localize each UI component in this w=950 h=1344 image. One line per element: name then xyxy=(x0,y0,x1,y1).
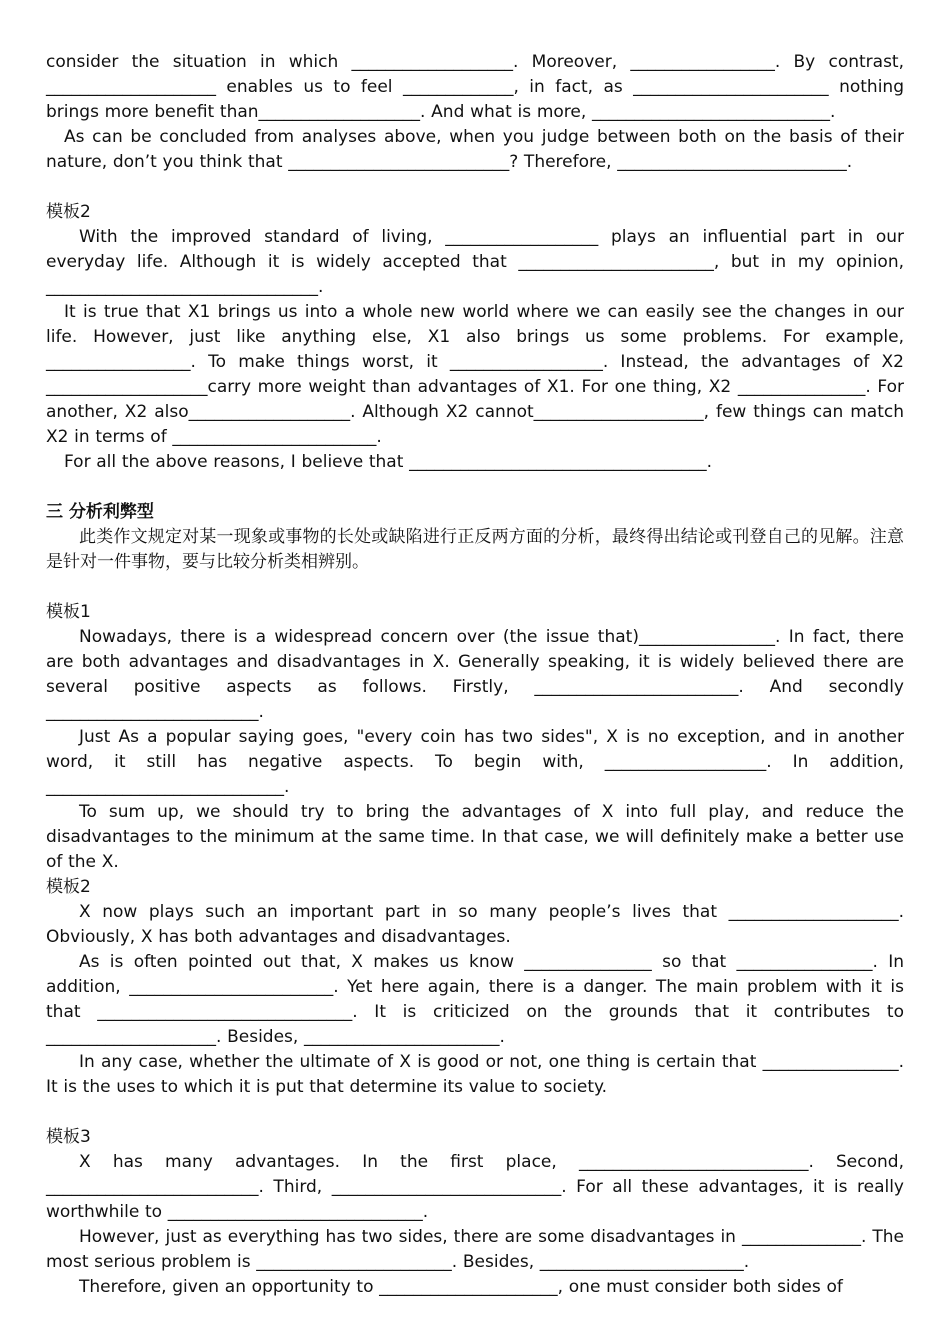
spacer xyxy=(46,475,904,500)
template-paragraph: However, just as everything has two sides, there are some disadvantages in ______________. The most serious problem is _______________________. Besides, ________________________. xyxy=(46,1227,904,1272)
template-paragraph: As is often pointed out that, X makes us know _______________ so that ________________. In addition, ________________________. Yet here again, there is a danger. The main problem with it is that ______________________________. It is criticized on the grounds that it contributes to ____________________. Besides, _______________________. xyxy=(46,952,904,1047)
template-paragraph: X has many advantages. In the first place, ___________________________. Second, _________________________. Third, ___________________________. For all these advantages, it is really worthwhile to ______________________________. xyxy=(46,1152,904,1222)
spacer xyxy=(46,175,904,200)
template-paragraph: Nowadays, there is a widespread concern over (the issue that)________________. In fact, there are both advantages and disadvantages in X. Generally speaking, it is widely believed there are several positive aspects as follows. Firstly, ________________________. And secondly _________________________. xyxy=(46,627,904,722)
template-paragraph: Just As a popular saying goes, "every coin has two sides", X is no exception, and in another word, it still has negative aspects. To begin with, ___________________. In addition, ____________________________. xyxy=(46,727,904,797)
template-paragraph: Therefore, given an opportunity to _____________________, one must consider both sides of xyxy=(79,1277,843,1297)
template-label: 模板1 xyxy=(46,602,91,622)
section2-tail-paragraph-2: As can be concluded from analyses above, when you judge between both on the basis of their nature, don’t you think that __________________________? Therefore, ___________________________. xyxy=(46,127,904,172)
document-page xyxy=(46,50,904,1300)
section-heading: 三 分析利弊型 xyxy=(46,502,154,522)
template-paragraph: It is true that X1 brings us into a whole new world where we can easily see the changes in our life. However, just like anything else, X1 also brings us some problems. For example, _________________. To make things worst, it __________________. Instead, the advantages of X2 ___________________carry more weight than advantages of X1. For one thing, X2 _______________. For another, X2 also___________________. Although X2 cannot____________________, few things can match X2 in terms of ________________________. xyxy=(46,302,904,447)
template-label: 模板2 xyxy=(46,202,91,222)
template-paragraph: X now plays such an important part in so many people’s lives that ____________________. Obviously, X has both advantages and disadvantages. xyxy=(46,902,904,947)
section2-tail-paragraph-1: consider the situation in which ___________________. Moreover, _________________. By contrast, ____________________ enables us to feel _____________, in fact, as _______________________ nothing brings more benefit than___________________. And what is more, ____________________________. xyxy=(46,52,904,122)
template-label: 模板3 xyxy=(46,1127,91,1147)
template-paragraph: With the improved standard of living, __________________ plays an influential part in our everyday life. Although it is widely accepted that _______________________, but in my opinion, ________________________________. xyxy=(46,227,904,297)
section-intro: 此类作文规定对某一现象或事物的长处或缺陷进行正反两方面的分析，最终得出结论或刊登自己的见解。注意是针对一件事物，要与比较分析类相辨别。 xyxy=(46,527,904,572)
spacer xyxy=(46,575,904,600)
template-label: 模板2 xyxy=(46,877,91,897)
spacer xyxy=(46,1100,904,1125)
template-paragraph: To sum up, we should try to bring the advantages of X into full play, and reduce the disadvantages to the minimum at the same time. In that case, we will definitely make a better use of the X. xyxy=(46,802,904,872)
template-paragraph: For all the above reasons, I believe that ___________________________________. xyxy=(64,452,712,472)
template-paragraph: In any case, whether the ultimate of X is good or not, one thing is certain that ________________. It is the uses to which it is put that determine its value to society. xyxy=(46,1052,904,1097)
